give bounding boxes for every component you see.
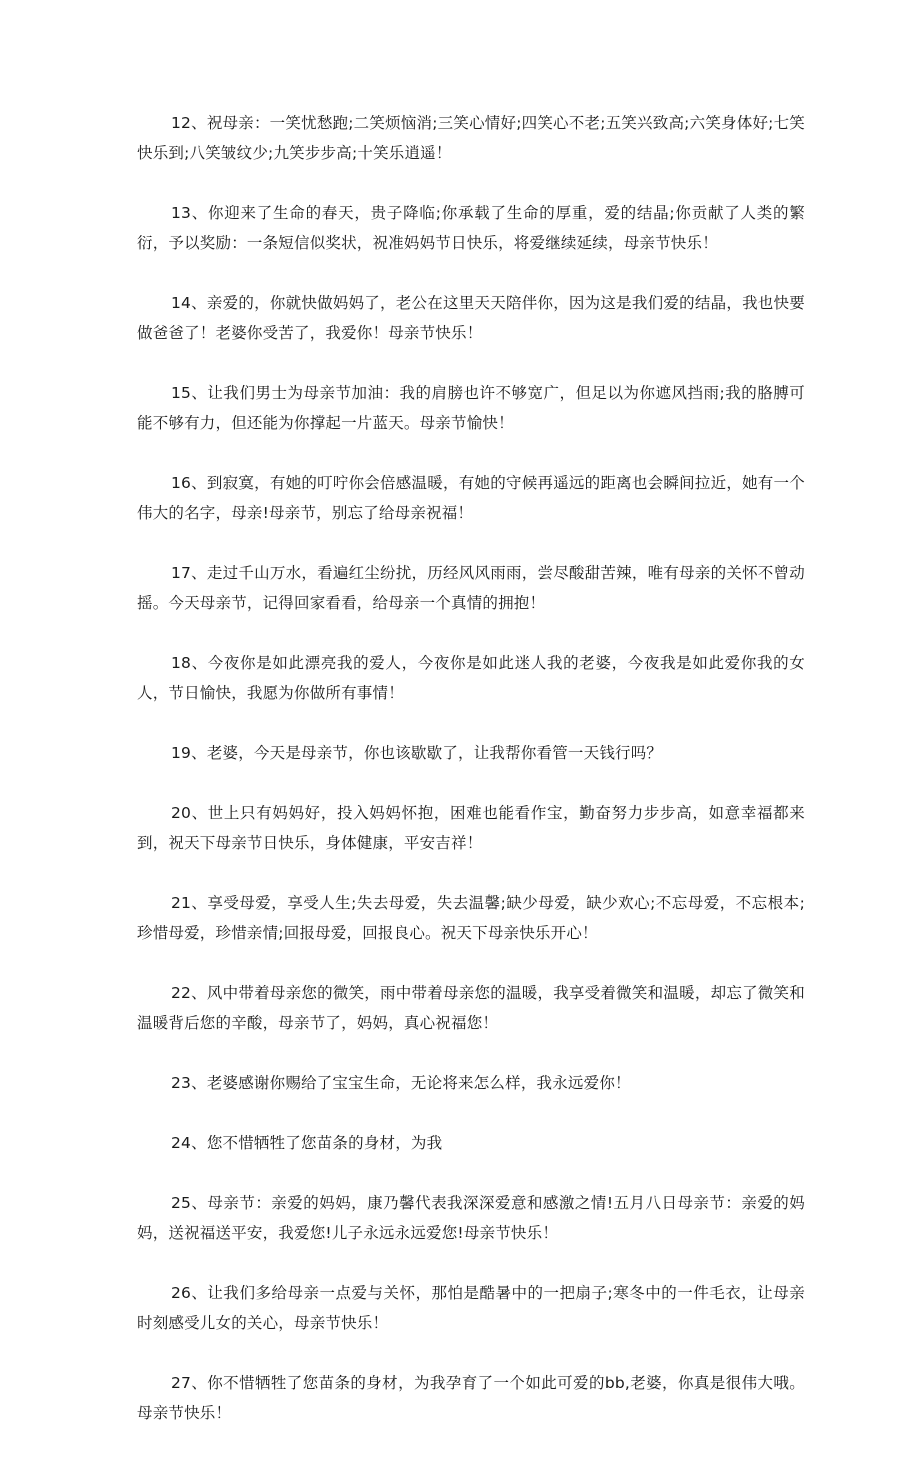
item-number: 16 bbox=[171, 474, 192, 492]
item-number: 20 bbox=[171, 804, 192, 822]
item-text: 、你迎来了生命的春天，贵子降临;你承载了生命的厚重，爱的结晶;你贡献了人类的繁衍，予以奖励：一条短信似奖状，祝准妈妈节日快乐，将爱继续延续，母亲节快乐！ bbox=[137, 204, 805, 252]
item-text: 、母亲节：亲爱的妈妈，康乃馨代表我深深爱意和感激之情!五月八日母亲节：亲爱的妈妈，送祝福送平安，我爱您!儿子永远永远爱您!母亲节快乐！ bbox=[137, 1194, 805, 1242]
paragraph-13 bbox=[137, 198, 805, 258]
item-text: 、享受母爱，享受人生;失去母爱，失去温馨;缺少母爱，缺少欢心;不忘母爱，不忘根本;珍惜母爱，珍惜亲情;回报母爱，回报良心。祝天下母亲快乐开心！ bbox=[137, 894, 805, 942]
item-number: 13 bbox=[171, 204, 192, 222]
item-text: 、风中带着母亲您的微笑，雨中带着母亲您的温暖，我享受着微笑和温暖，却忘了微笑和温暖背后您的辛酸，母亲节了，妈妈，真心祝福您！ bbox=[137, 984, 805, 1032]
paragraph-15 bbox=[137, 378, 805, 438]
item-text: 、您不惜牺牲了您苗条的身材，为我 bbox=[191, 1134, 443, 1152]
document-body bbox=[137, 108, 805, 1458]
item-number: 12 bbox=[171, 114, 192, 132]
paragraph-19 bbox=[137, 738, 805, 768]
item-number: 26 bbox=[171, 1284, 192, 1302]
item-text: 、老婆，今天是母亲节，你也该歇歇了，让我帮你看管一天钱行吗？ bbox=[191, 744, 663, 762]
item-text: 、祝母亲：一笑忧愁跑;二笑烦恼消;三笑心情好;四笑心不老;五笑兴致高;六笑身体好;七笑快乐到;八笑皱纹少;九笑步步高;十笑乐逍遥！ bbox=[137, 114, 805, 162]
item-number: 19 bbox=[171, 744, 192, 762]
item-number: 21 bbox=[171, 894, 192, 912]
item-text: 、走过千山万水，看遍红尘纷扰，历经风风雨雨，尝尽酸甜苦辣，唯有母亲的关怀不曾动摇。今天母亲节，记得回家看看，给母亲一个真情的拥抱！ bbox=[137, 564, 805, 612]
item-text: 、你不惜牺牲了您苗条的身材，为我孕育了一个如此可爱的bb,老婆，你真是很伟大哦。母亲节快乐！ bbox=[137, 1374, 805, 1422]
item-text: 、世上只有妈妈好，投入妈妈怀抱，困难也能看作宝，勤奋努力步步高，如意幸福都来到，祝天下母亲节日快乐，身体健康，平安吉祥！ bbox=[137, 804, 805, 852]
item-number: 27 bbox=[171, 1374, 192, 1392]
item-number: 18 bbox=[171, 654, 192, 672]
item-text: 、让我们男士为母亲节加油：我的肩膀也许不够宽广，但足以为你遮风挡雨;我的胳膊可能不够有力，但还能为你撑起一片蓝天。母亲节愉快！ bbox=[137, 384, 805, 432]
paragraph-17 bbox=[137, 558, 805, 618]
paragraph-14 bbox=[137, 288, 805, 348]
item-number: 17 bbox=[171, 564, 192, 582]
item-text: 、今夜你是如此漂亮我的爱人，今夜你是如此迷人我的老婆，今夜我是如此爱你我的女人，节日愉快，我愿为你做所有事情！ bbox=[137, 654, 805, 702]
paragraph-25 bbox=[137, 1188, 805, 1248]
item-number: 25 bbox=[171, 1194, 192, 1212]
paragraph-16 bbox=[137, 468, 805, 528]
paragraph-27 bbox=[137, 1368, 805, 1428]
item-number: 22 bbox=[171, 984, 192, 1002]
paragraph-26 bbox=[137, 1278, 805, 1338]
paragraph-18 bbox=[137, 648, 805, 708]
item-text: 、老婆感谢你赐给了宝宝生命，无论将来怎么样，我永远爱你！ bbox=[191, 1074, 631, 1092]
paragraph-23 bbox=[137, 1068, 805, 1098]
item-number: 15 bbox=[171, 384, 192, 402]
paragraph-20 bbox=[137, 798, 805, 858]
item-number: 14 bbox=[171, 294, 192, 312]
item-text: 、亲爱的，你就快做妈妈了，老公在这里天天陪伴你，因为这是我们爱的结晶，我也快要做爸爸了！老婆你受苦了，我爱你！母亲节快乐！ bbox=[137, 294, 805, 342]
item-text: 、到寂寞，有她的叮咛你会倍感温暖，有她的守候再遥远的距离也会瞬间拉近，她有一个伟大的名字，母亲!母亲节，别忘了给母亲祝福！ bbox=[137, 474, 805, 522]
paragraph-24 bbox=[137, 1128, 805, 1158]
item-number: 23 bbox=[171, 1074, 192, 1092]
item-text: 、让我们多给母亲一点爱与关怀，那怕是酷暑中的一把扇子;寒冬中的一件毛衣，让母亲时刻感受儿女的关心，母亲节快乐！ bbox=[137, 1284, 805, 1332]
paragraph-22 bbox=[137, 978, 805, 1038]
paragraph-21 bbox=[137, 888, 805, 948]
paragraph-12 bbox=[137, 108, 805, 168]
item-number: 24 bbox=[171, 1134, 192, 1152]
